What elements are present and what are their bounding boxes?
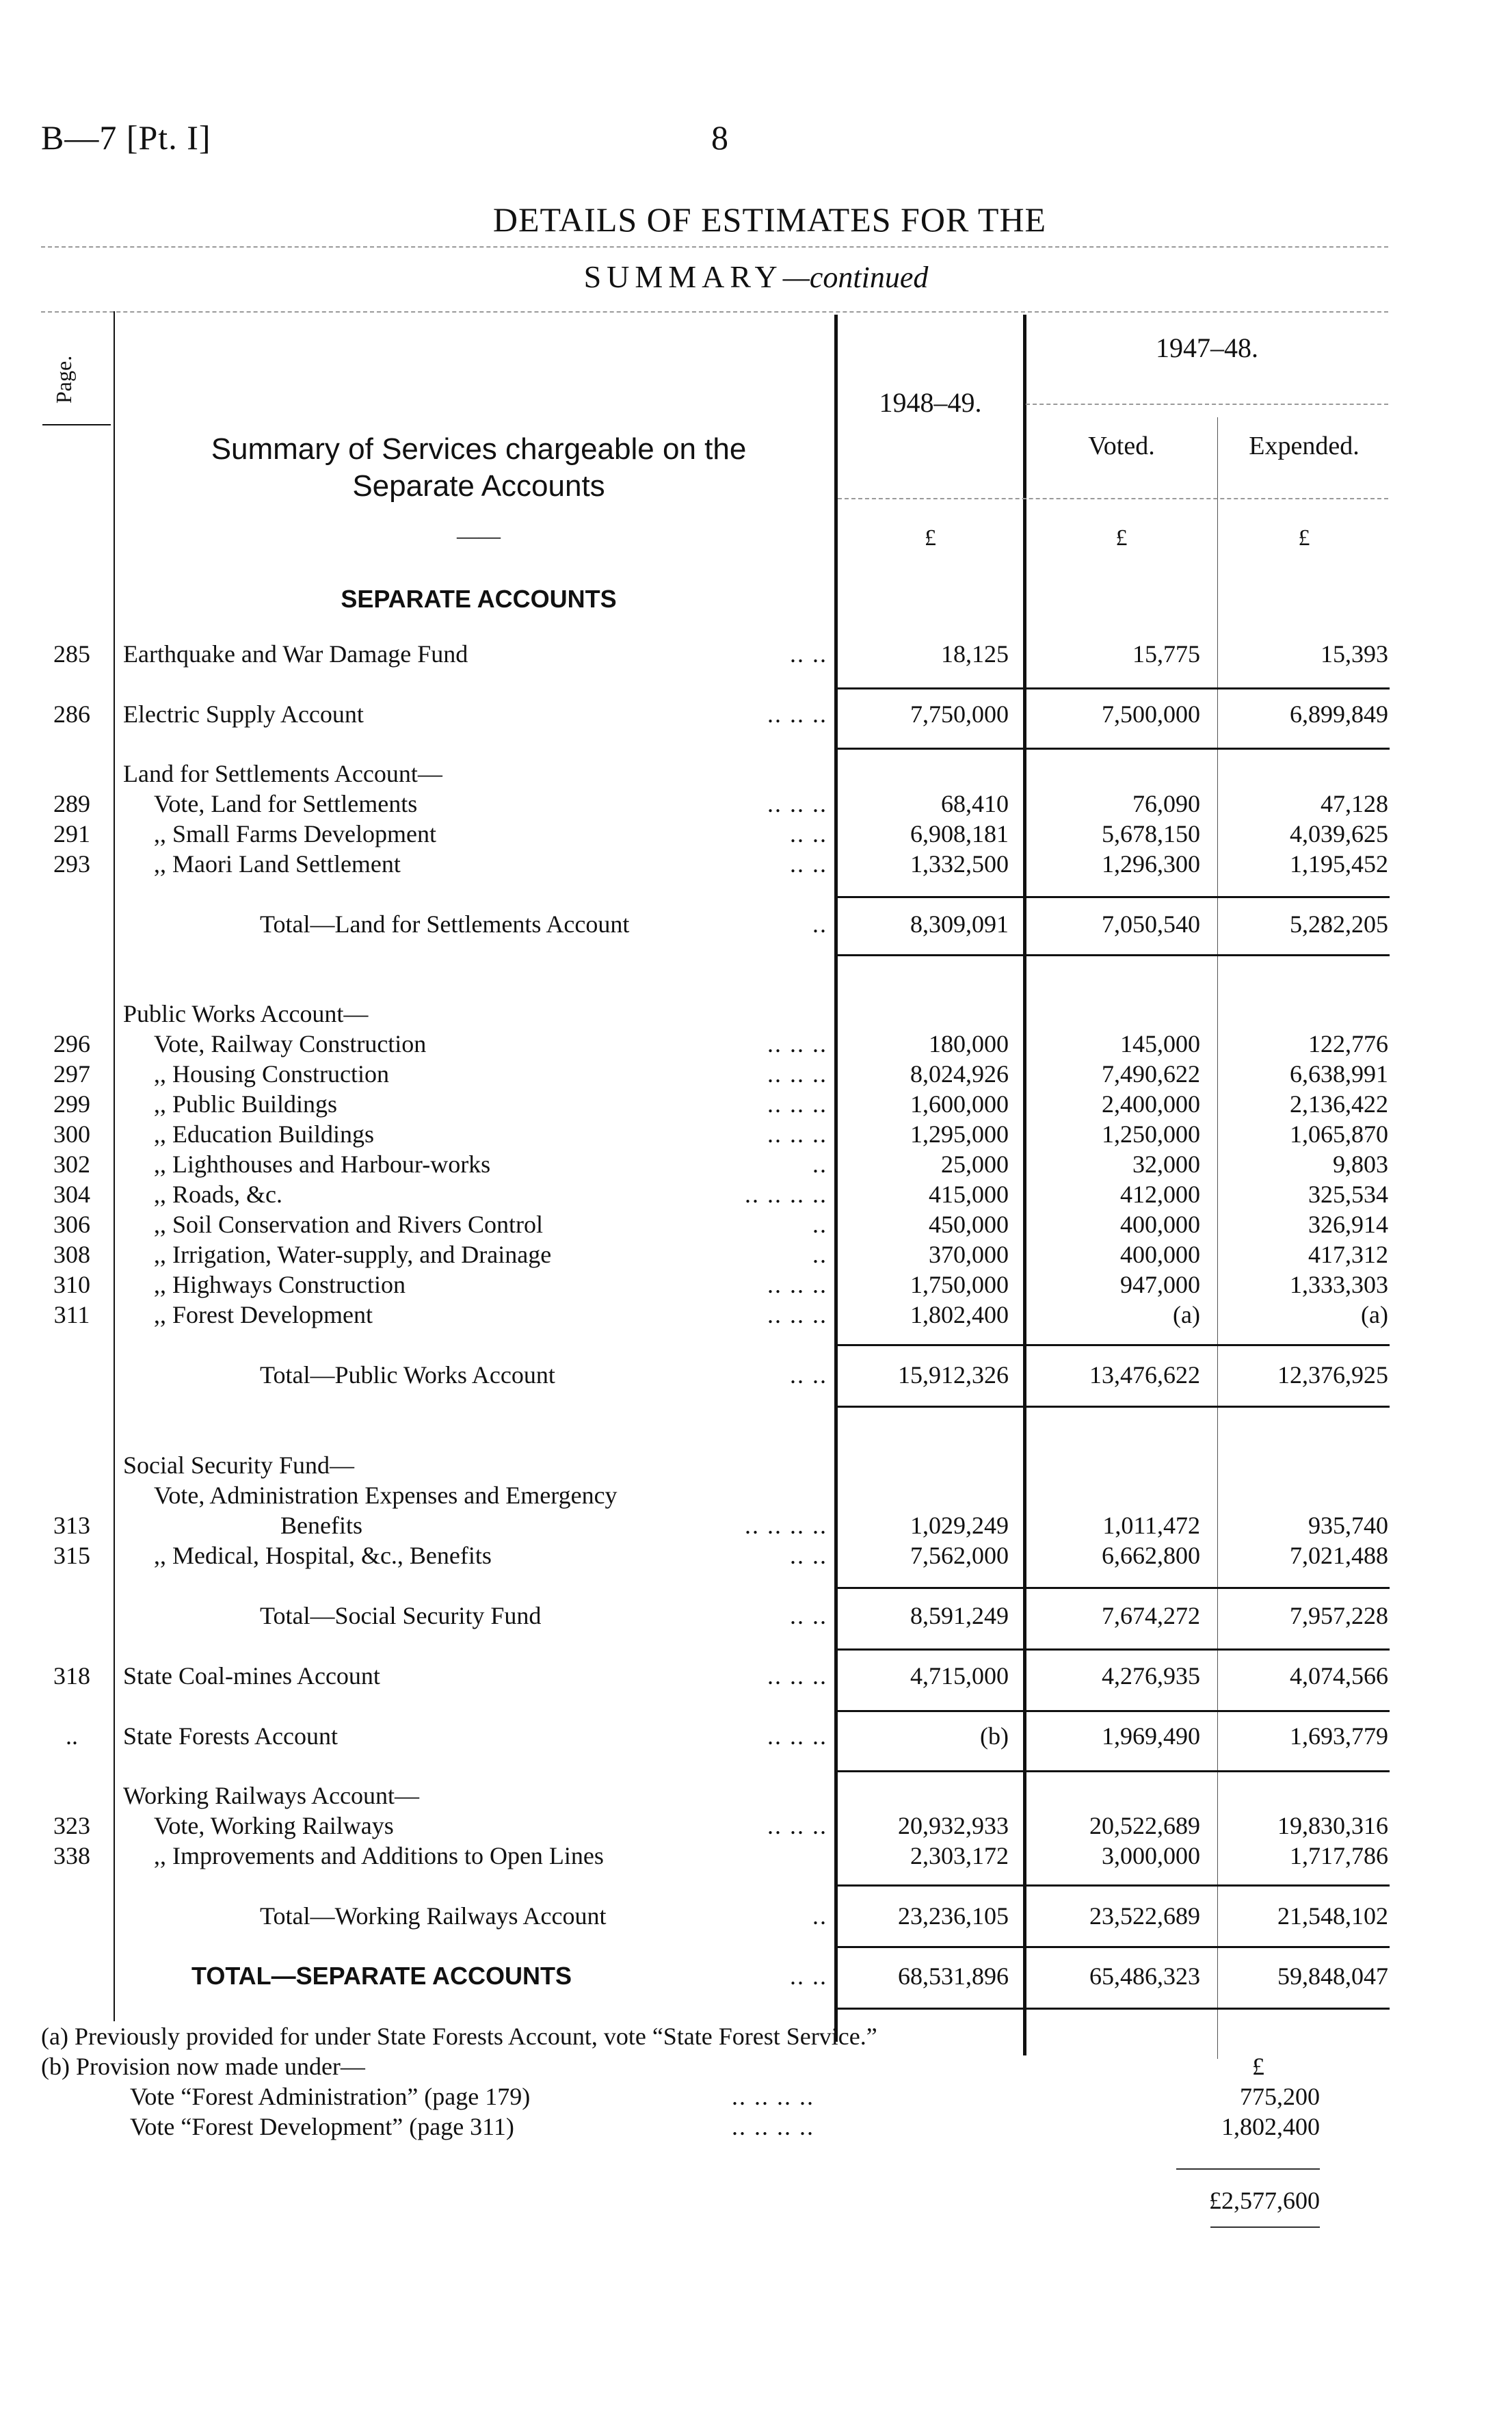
row-rule [1219,1587,1390,1589]
row-value-1948-49: 23,236,105 [898,1902,1009,1930]
table-row [0,1540,1512,1571]
row-value-1948-49: 2,303,172 [910,1842,1009,1869]
table-row [0,1239,1512,1270]
row-description: ,, Improvements and Additions to Open Lines [154,1842,604,1869]
row-rule [1219,1770,1390,1772]
row-value-voted: 1,250,000 [1102,1120,1200,1148]
row-value-1948-49: 20,932,933 [898,1812,1009,1839]
document-reference: B—7 [Pt. I] [41,118,211,157]
row-rule [1219,1710,1390,1712]
row-page-number: 308 [53,1241,90,1268]
row-value-expended: 326,914 [1308,1211,1388,1238]
column-header-description-line1: Summary of Services chargeable on the [211,432,747,466]
row-page-number: 304 [53,1181,90,1208]
row-description: ,, Lighthouses and Harbour-works [154,1151,491,1178]
row-rule [1219,1648,1390,1651]
row-page-number: 286 [53,700,90,728]
row-value-1948-49: 25,000 [941,1151,1009,1178]
footnote-b: (b) Provision now made under— [41,2053,365,2080]
row-rule [1024,1946,1219,1948]
row-page-number: 297 [53,1060,90,1088]
row-rule [1219,687,1390,689]
row-value-expended: 1,717,786 [1290,1842,1388,1869]
row-value-expended: 2,136,422 [1290,1090,1388,1118]
row-rule [1219,896,1390,898]
table-row [0,639,1512,669]
row-value-expended: 59,848,047 [1277,1962,1388,1990]
row-rule [1024,1648,1219,1651]
row-page-number: 323 [53,1812,90,1839]
row-leader-dots: .. .. .. [767,700,827,728]
row-leader-dots: .. .. [790,1962,827,1990]
row-leader-dots: .. .. .. [767,1722,827,1750]
row-value-expended: 47,128 [1321,790,1388,817]
row-value-voted: 145,000 [1120,1030,1200,1057]
column-header-expended: Expended. [1249,432,1360,460]
row-description: ,, Roads, &c. [154,1181,282,1208]
row-page-number: 299 [53,1090,90,1118]
subtitle-continued: —continued [782,261,929,294]
row-value-voted: 15,775 [1132,640,1200,668]
row-value-voted: 400,000 [1120,1241,1200,1268]
footnote-item-value: 1,802,400 [1221,2113,1320,2140]
row-leader-dots: .. .. .. .. [745,1181,827,1208]
row-rule [1219,2008,1390,2010]
row-rule [1024,2008,1219,2010]
row-description: ,, Soil Conservation and Rivers Control [154,1211,543,1238]
row-page-number: 285 [53,640,90,668]
row-description: State Coal-mines Account [123,1662,380,1690]
row-description: Land for Settlements Account— [123,760,442,787]
row-page-number: 310 [53,1271,90,1298]
row-rule [836,1587,1024,1589]
row-leader-dots: .. .. [790,1602,827,1629]
row-description: Working Railways Account— [123,1782,420,1809]
row-rule [1219,1884,1390,1887]
row-rule [1024,1710,1219,1712]
table-row [0,759,1512,789]
footnote-item-label: Vote “Forest Development” (page 311) [130,2113,514,2140]
row-value-1948-49: 370,000 [929,1241,1009,1268]
row-rule [1024,954,1219,956]
row-rule [1219,1344,1390,1346]
row-value-1948-49: 18,125 [941,640,1009,668]
row-rule [1024,1884,1219,1887]
table-row [0,849,1512,879]
table-row [0,1450,1512,1480]
row-description: ,, Housing Construction [154,1060,390,1088]
row-leader-dots: .. .. [790,1542,827,1569]
row-rule [1024,687,1219,689]
row-rule [1219,954,1390,956]
row-value-voted: 5,678,150 [1102,820,1200,847]
table-row [0,1119,1512,1149]
row-value-expended: 4,039,625 [1290,820,1388,847]
table-row [0,1209,1512,1239]
row-description: Vote, Land for Settlements [154,790,418,817]
row-value-expended: 12,376,925 [1277,1361,1388,1389]
row-value-voted: 20,522,689 [1089,1812,1200,1839]
row-value-expended: 122,776 [1308,1030,1388,1057]
row-value-expended: 417,312 [1308,1241,1388,1268]
row-rule [836,1946,1024,1948]
table-row [0,1029,1512,1059]
unit-expended: £ [1298,525,1310,551]
row-leader-dots: .. .. .. [767,1090,827,1118]
table-row [0,1901,1512,1931]
row-description: Social Security Fund— [123,1451,354,1479]
table-row [0,699,1512,729]
table-row [0,1721,1512,1751]
row-leader-dots: .. [812,1151,827,1178]
table-row [0,1961,1512,1991]
row-value-1948-49: 8,024,926 [910,1060,1009,1088]
row-value-1948-49: 1,750,000 [910,1271,1009,1298]
row-value-voted: 1,969,490 [1102,1722,1200,1750]
row-description: ,, Education Buildings [154,1120,374,1148]
row-rule [1024,1406,1219,1408]
row-rule [836,687,1024,689]
row-value-voted: 7,674,272 [1102,1602,1200,1629]
unit-voted: £ [1115,525,1128,551]
row-value-expended: 7,957,228 [1290,1602,1388,1629]
row-page-number: 315 [53,1542,90,1569]
row-leader-dots: .. .. .. [767,1030,827,1057]
table-row [0,1270,1512,1300]
row-rule [836,1648,1024,1651]
row-description: State Forests Account [123,1722,338,1750]
row-value-voted: 32,000 [1132,1151,1200,1178]
row-leader-dots: .. .. .. .. [745,1512,827,1539]
row-rule [1024,748,1219,750]
table-row [0,1780,1512,1811]
row-value-1948-49: (b) [980,1722,1009,1750]
row-value-voted: 947,000 [1120,1271,1200,1298]
table-row [0,1841,1512,1871]
row-description: Vote, Working Railways [154,1812,394,1839]
footnote-total-underline [1210,2226,1320,2228]
page-subtitle [0,259,1512,295]
row-value-1948-49: 1,332,500 [910,850,1009,878]
column-header-page [51,321,92,410]
row-value-voted: (a) [1173,1301,1200,1328]
column-header-description-line2: Separate Accounts [352,469,605,503]
table-row [0,1149,1512,1179]
row-leader-dots: .. .. [790,1361,827,1389]
header-subrule [1026,404,1388,405]
row-leader-dots: .. .. [790,850,827,878]
row-leader-dots: .. .. .. [767,1662,827,1690]
row-rule [836,1344,1024,1346]
row-value-expended: 325,534 [1308,1181,1388,1208]
table-row [0,999,1512,1029]
footnote-item-leader: .. .. .. .. [732,2113,814,2140]
row-page-number: 293 [53,850,90,878]
row-page-number: 289 [53,790,90,817]
row-description: Electric Supply Account [123,700,364,728]
row-leader-dots: .. .. .. [767,1271,827,1298]
subtitle-main: SUMMARY [583,259,783,294]
row-value-1948-49: 15,912,326 [898,1361,1009,1389]
row-description: Total—Public Works Account [260,1361,555,1389]
row-value-expended: 9,803 [1333,1151,1388,1178]
row-description: Benefits [280,1512,362,1539]
page-header-underline [42,424,111,425]
row-value-voted: 7,050,540 [1102,910,1200,938]
row-description: ,, Forest Development [154,1301,373,1328]
row-leader-dots: .. .. .. [767,790,827,817]
row-rule [836,2008,1024,2010]
row-description: Vote, Railway Construction [154,1030,427,1057]
header-bottom-rule [838,498,1388,499]
row-description: Total—Social Security Fund [260,1602,542,1629]
row-description: ,, Public Buildings [154,1090,338,1118]
row-value-expended: 19,830,316 [1277,1812,1388,1839]
row-value-1948-49: 7,562,000 [910,1542,1009,1569]
row-value-expended: 6,638,991 [1290,1060,1388,1088]
row-leader-dots: .. .. .. [767,1301,827,1328]
row-page-number: 311 [53,1301,90,1328]
footnote-sum-rule [1176,2168,1320,2170]
row-description: Total—Working Railways Account [260,1902,607,1930]
row-value-voted: 3,000,000 [1102,1842,1200,1869]
row-value-1948-49: 68,531,896 [898,1962,1009,1990]
row-value-1948-49: 8,591,249 [910,1602,1009,1629]
row-leader-dots: .. .. .. [767,1120,827,1148]
table-row [0,1811,1512,1841]
row-rule [1219,1946,1390,1948]
table-row [0,819,1512,849]
row-rule [836,748,1024,750]
row-leader-dots: .. .. .. [767,1812,827,1839]
row-value-expended: 1,693,779 [1290,1722,1388,1750]
row-rule [1024,1344,1219,1346]
row-value-1948-49: 6,908,181 [910,820,1009,847]
table-row [0,1510,1512,1540]
row-value-1948-49: 7,750,000 [910,700,1009,728]
footnote-item-leader: .. .. .. .. [732,2083,814,2110]
row-value-voted: 7,500,000 [1102,700,1200,728]
row-value-1948-49: 8,309,091 [910,910,1009,938]
column-header-1948-49: 1948–49. [879,387,982,418]
row-rule [836,1884,1024,1887]
table-row [0,1179,1512,1209]
row-value-1948-49: 180,000 [929,1030,1009,1057]
row-value-expended: (a) [1361,1301,1388,1328]
row-value-voted: 400,000 [1120,1211,1200,1238]
footnote-total: £2,577,600 [1209,2187,1320,2214]
footnote-item-label: Vote “Forest Administration” (page 179) [130,2083,531,2110]
footnote-a: (a) Previously provided for under State Forests Account, vote “State Forest Service.” [41,2023,877,2050]
row-value-expended: 7,021,488 [1290,1542,1388,1569]
row-page-number: 306 [53,1211,90,1238]
row-value-voted: 23,522,689 [1089,1902,1200,1930]
row-value-expended: 6,899,849 [1290,700,1388,728]
row-leader-dots: .. .. [790,820,827,847]
page-number: 8 [711,118,728,157]
title-divider [41,246,1388,248]
row-value-voted: 4,276,935 [1102,1662,1200,1690]
table-row [0,1480,1512,1510]
row-rule [836,1406,1024,1408]
row-value-voted: 76,090 [1132,790,1200,817]
table-row [0,1661,1512,1691]
row-description: ,, Small Farms Development [154,820,436,847]
table-row [0,1059,1512,1089]
column-header-1947-48: 1947–48. [1156,332,1258,363]
row-leader-dots: .. [812,1211,827,1238]
row-page-number: 296 [53,1030,90,1057]
row-description: TOTAL—SEPARATE ACCOUNTS [191,1962,572,1990]
column-header-page-label: Page. [51,355,76,404]
row-value-1948-49: 4,715,000 [910,1662,1009,1690]
row-value-1948-49: 1,295,000 [910,1120,1009,1148]
unit-1948: £ [925,525,936,551]
row-value-1948-49: 68,410 [941,790,1009,817]
row-value-expended: 935,740 [1308,1512,1388,1539]
row-leader-dots: .. .. .. [767,1060,827,1088]
row-value-voted: 6,662,800 [1102,1542,1200,1569]
row-leader-dots: .. [812,1241,827,1268]
row-value-expended: 1,065,870 [1290,1120,1388,1148]
row-value-voted: 1,011,472 [1102,1512,1200,1539]
row-value-voted: 2,400,000 [1102,1090,1200,1118]
row-page-number: 313 [53,1512,90,1539]
table-row [0,1089,1512,1119]
row-value-expended: 5,282,205 [1290,910,1388,938]
row-page-number: 338 [53,1842,90,1869]
page-title: DETAILS OF ESTIMATES FOR THE [492,200,1047,239]
row-value-voted: 1,296,300 [1102,850,1200,878]
table-row [0,789,1512,819]
footnote-unit: £ [1252,2053,1264,2080]
row-description: Vote, Administration Expenses and Emergency [154,1482,618,1509]
row-rule [1024,1587,1219,1589]
row-description: Public Works Account— [123,1000,369,1027]
row-rule [836,1710,1024,1712]
row-description: ,, Irrigation, Water-supply, and Drainage [154,1241,552,1268]
row-page-number: 300 [53,1120,90,1148]
row-description: ,, Medical, Hospital, &c., Benefits [154,1542,492,1569]
row-value-1948-49: 1,600,000 [910,1090,1009,1118]
row-leader-dots: .. [812,1902,827,1930]
row-value-expended: 1,333,303 [1290,1271,1388,1298]
table-row [0,1360,1512,1390]
row-rule [1219,1406,1390,1408]
row-value-voted: 13,476,622 [1089,1361,1200,1389]
column-header-voted: Voted. [1088,432,1155,460]
row-page-number: 302 [53,1151,90,1178]
row-value-1948-49: 415,000 [929,1181,1009,1208]
row-rule [836,896,1024,898]
description-dash: —— [457,523,501,548]
row-value-1948-49: 1,029,249 [910,1512,1009,1539]
row-rule [1219,748,1390,750]
row-rule [836,954,1024,956]
row-value-voted: 412,000 [1120,1181,1200,1208]
section-heading: SEPARATE ACCOUNTS [341,585,617,613]
table-top-rule [41,311,1388,313]
footnote-item-value: 775,200 [1240,2083,1320,2110]
row-description: Earthquake and War Damage Fund [123,640,468,668]
row-value-1948-49: 450,000 [929,1211,1009,1238]
row-page-number: .. [66,1722,78,1750]
table-row [0,1300,1512,1330]
row-value-expended: 21,548,102 [1277,1902,1388,1930]
row-rule [836,1770,1024,1772]
row-description: Total—Land for Settlements Account [260,910,630,938]
row-value-expended: 4,074,566 [1290,1662,1388,1690]
row-value-voted: 65,486,323 [1089,1962,1200,1990]
row-page-number: 291 [53,820,90,847]
row-page-number: 318 [53,1662,90,1690]
row-value-voted: 7,490,622 [1102,1060,1200,1088]
row-leader-dots: .. [812,910,827,938]
row-value-expended: 1,195,452 [1290,850,1388,878]
row-description: ,, Maori Land Settlement [154,850,401,878]
table-row [0,909,1512,939]
row-value-expended: 15,393 [1321,640,1388,668]
row-leader-dots: .. .. [790,640,827,668]
row-description: ,, Highways Construction [154,1271,406,1298]
row-rule [1024,896,1219,898]
row-value-1948-49: 1,802,400 [910,1301,1009,1328]
column-header-description [127,431,831,505]
row-rule [1024,1770,1219,1772]
table-row [0,1601,1512,1631]
